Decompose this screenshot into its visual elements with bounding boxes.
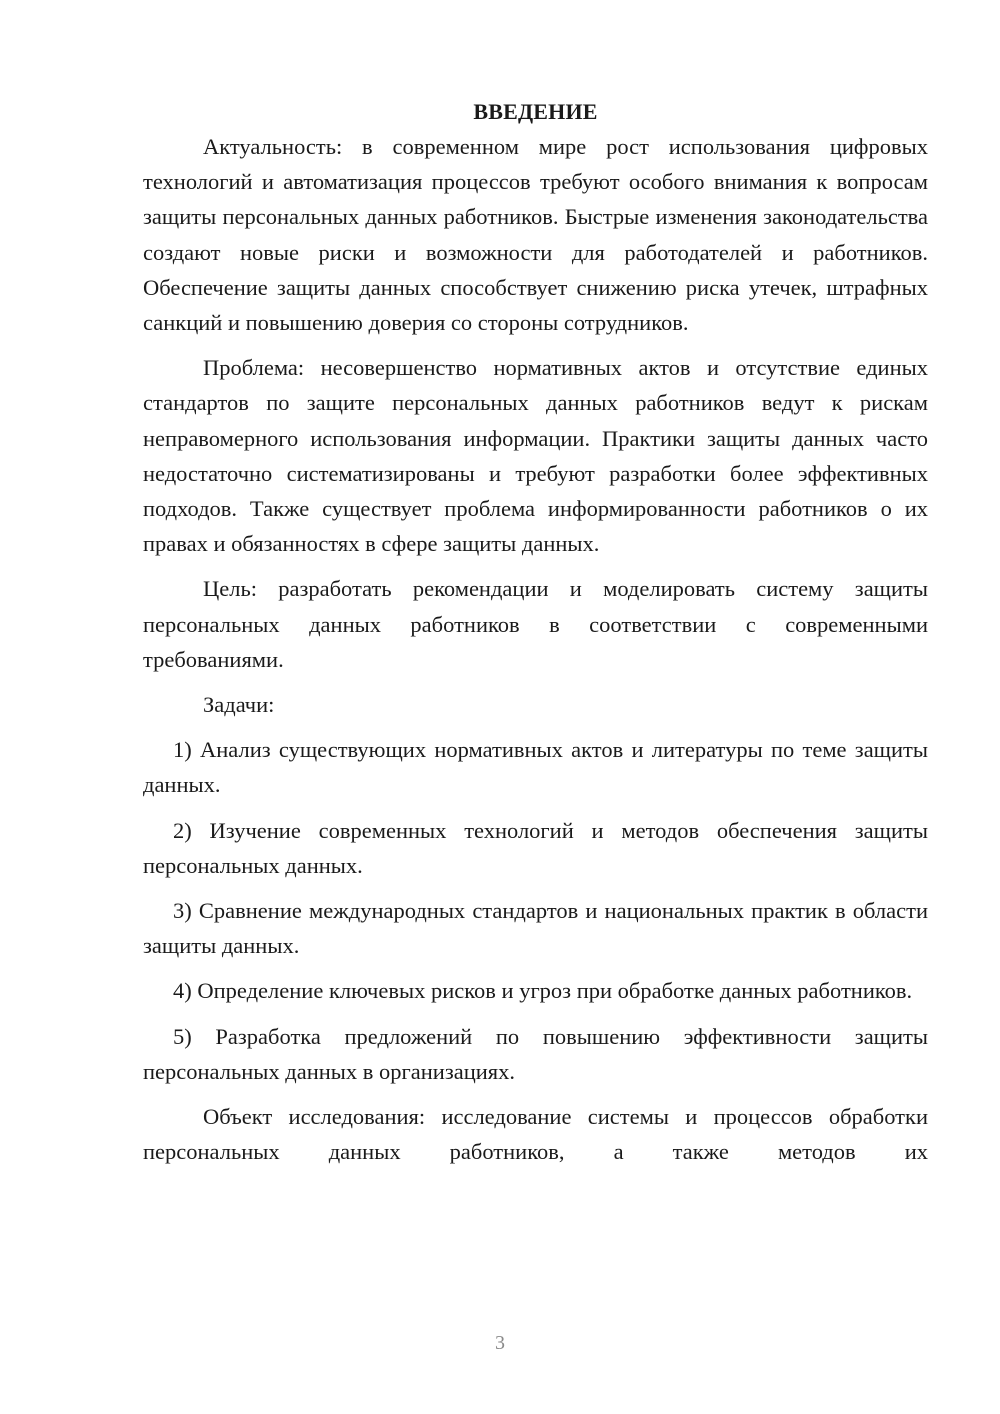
page-number: 3: [495, 1332, 505, 1354]
paragraph-goal: Цель: разработать рекомендации и моделировать систему защиты персональных данных работников в соответствии с современными требованиями.: [143, 576, 928, 672]
section-title: ВВЕДЕНИЕ: [473, 99, 598, 124]
paragraph-problem: Проблема: несовершенство нормативных актов и отсутствие единых стандартов по защите персональных данных работников ведут к рискам неправомерного использования информации. Практики защиты данных часто недостаточно систематизированы и требуют разработки более эффективных подходов. Также существует проблема информированности работников о их правах и обязанностях в сфере защиты данных.: [143, 355, 928, 557]
document-page: [143, 0, 928, 1169]
task-item: 5) Разработка предложений по повышению эффективности защиты персональных данных в организациях.: [143, 1023, 928, 1084]
paragraph-relevance: Актуальность: в современном мире рост использования цифровых технологий и автоматизация процессов требуют особого внимания к вопросам защиты персональных данных работников. Быстрые изменения законодательства создают новые риски и возможности для работодателей и работников. Обеспечение защиты данных способствует снижению риска утечек, штрафных санкций и повышению доверия со стороны сотрудников.: [143, 134, 928, 336]
paragraph-object: Объект исследования: исследование системы и процессов обработки персональных данных работников, а также методов их: [143, 1104, 928, 1165]
task-item: 3) Сравнение международных стандартов и национальных практик в области защиты данных.: [143, 898, 928, 959]
task-item: 1) Анализ существующих нормативных актов и литературы по теме защиты данных.: [143, 737, 928, 798]
task-item: 4) Определение ключевых рисков и угроз при обработке данных работников.: [173, 978, 913, 1004]
task-item: 2) Изучение современных технологий и методов обеспечения защиты персональных данных.: [143, 817, 928, 878]
tasks-heading: Задачи:: [203, 692, 275, 718]
